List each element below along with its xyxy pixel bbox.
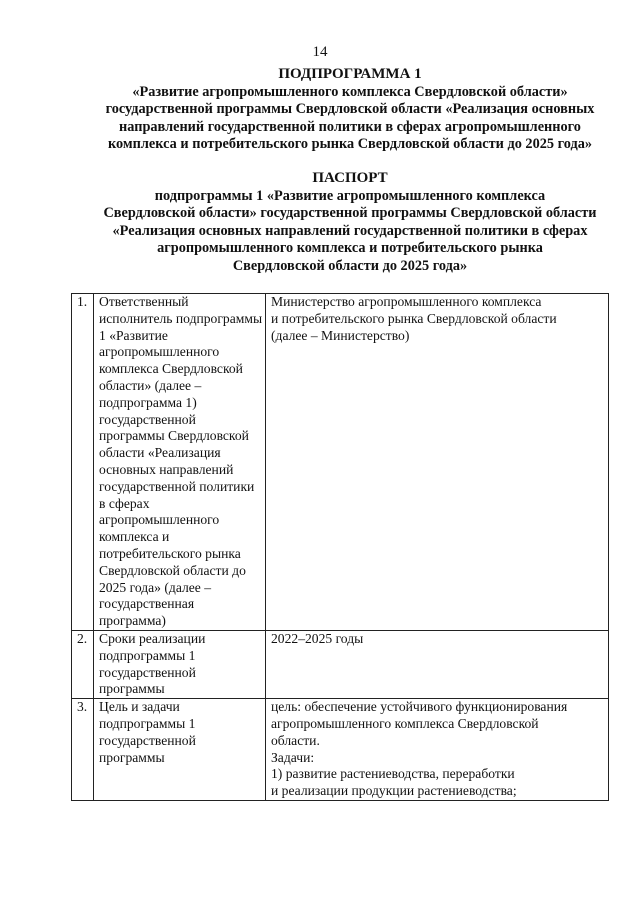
row-number: 3.: [72, 699, 94, 801]
subprogram-heading-line: «Развитие агропромышленного комплекса Свердловской области»: [132, 83, 568, 100]
passport-heading-line: Свердловской области до 2025 года»: [232, 257, 468, 274]
passport-heading-line: Свердловской области» государственной программы Свердловской области: [103, 205, 597, 221]
subprogram-title: ПОДПРОГРАММА 1: [278, 66, 422, 82]
table-row: [72, 630, 609, 698]
passport-title: ПАСПОРТ: [312, 170, 388, 186]
table-row: [72, 699, 609, 801]
row-value-line: и реализации продукции растениеводства;: [271, 783, 517, 799]
row-label: Цель и задачи подпрограммы 1 государственной программы: [94, 699, 266, 801]
row-value: [266, 294, 609, 631]
subprogram-heading-line: комплекса и потребительского рынка Свердловской области до 2025 года»: [108, 136, 592, 152]
row-value-line: 1) развитие растениеводства, переработки: [271, 766, 515, 782]
passport-heading: [60, 170, 640, 275]
passport-heading-line: «Реализация основных направлений государственной политики в сферах: [112, 222, 588, 239]
subprogram-heading-line: государственной программы Свердловской области «Реализация основных: [105, 101, 595, 117]
passport-heading-line: подпрограммы 1 «Развитие агропромышленного комплекса: [154, 187, 546, 204]
row-value-line: агропромышленного комплекса Свердловской: [271, 715, 539, 731]
passport-heading-line: агропромышленного комплекса и потребительского рынка: [157, 240, 543, 256]
row-value: [266, 699, 609, 801]
row-value-line: области.: [271, 732, 320, 748]
row-value-line: цель: обеспечение устойчивого функционирования: [271, 699, 568, 715]
row-number: 1.: [72, 294, 94, 631]
page-number: 14: [312, 44, 328, 60]
row-value-line: 2022–2025 годы: [271, 630, 364, 646]
subprogram-heading: [60, 66, 640, 154]
row-label: Ответственный исполнитель подпрограммы 1 «Развитие агропромышленного комплекса Свердловской области» (далее – подпрограмма 1) государственной программы Свердловской области «Реализация основных направлений государственной политики в сферах агропромышленного комплекса и потребительского рынка Свердловской области до 2025 года» (далее – государственная программа): [94, 294, 266, 631]
subprogram-heading-line: направлений государственной политики в сферах агропромышленного: [119, 118, 581, 135]
row-number: 2.: [72, 630, 94, 698]
row-value-line: и потребительского рынка Свердловской области: [271, 310, 557, 326]
row-value-line: (далее – Министерство): [271, 327, 410, 343]
table-row: [72, 294, 609, 631]
row-label: Сроки реализации подпрограммы 1 государственной программы: [94, 630, 266, 698]
passport-table: [71, 293, 609, 801]
row-value: [266, 630, 609, 698]
row-value-line: Задачи:: [271, 749, 315, 765]
row-value-line: Министерство агропромышленного комплекса: [271, 294, 542, 309]
